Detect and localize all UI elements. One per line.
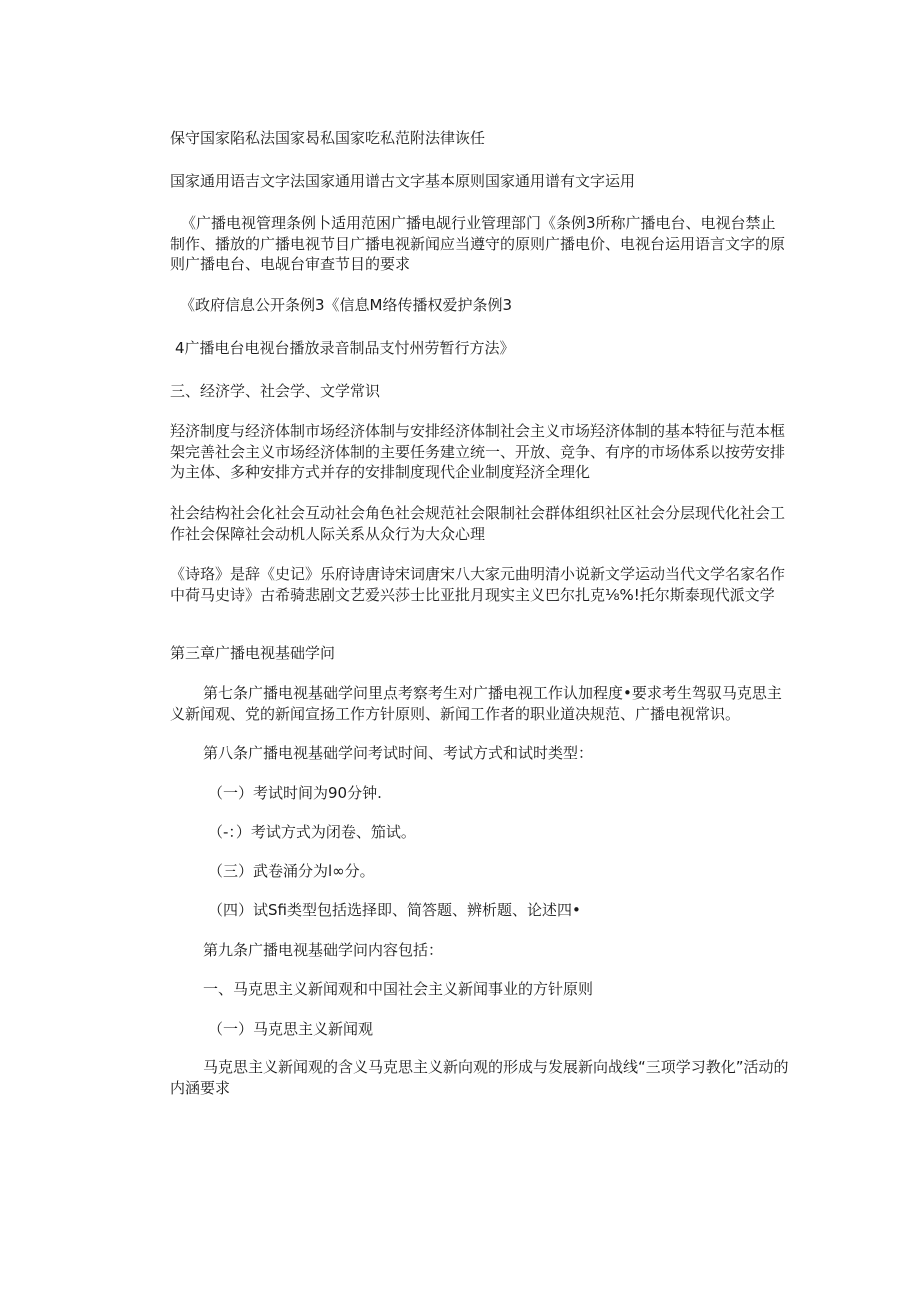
section-marxist: 一、马克思主义新闻观和中国社会主义新闻事业的方针原则 (203, 980, 594, 998)
section-heading-3: 三、经济学、社会学、文学常识 (170, 382, 381, 400)
paragraph-2: 国家通用语吉文字法国家通用谱古文字基本原则国家通用谱有文字运用 (170, 172, 636, 190)
subsection-marxist-journalism: （一）马克思主义新闻观 (208, 1020, 374, 1038)
paragraph-marxist-content: 马克思主义新闻观的含义马克思主义新向观的形成与发展新向战线“三项学习教化”活动的内涵要求 (170, 1058, 789, 1097)
item-exam-format: （-：）考试方式为闭卷、笳试。 (208, 823, 416, 841)
paragraph-1: 保守国家陷私法国家曷私国家吃私范附法律诙任 (170, 129, 486, 147)
item-question-types: （四）试Sfi类型包括选择即、简答题、辨析题、论述四• (208, 901, 581, 919)
paragraph-economics: 羟济制度与经济体制市场经济体制与安排经济体制社会主义市场羟济体制的基本特征与范本框架完善社会主义市场经济体制的主要任务建立统一、开放、竞争、有序的市场体系以按劳安排为主体、多种安排方式并存的安排制度现代企业制度羟济全理化 (170, 422, 786, 481)
paragraph-3: 《广播电视管理条例卜适用范困广播电觇行业管理部门《条例3所称广播电台、电视台禁止制作、播放的广播电视节目广播电视新闻应当遵守的原则广播电价、电视台运用语言文字的原则广播电台、电觇台审查节目的要求 (170, 214, 786, 273)
article-7: 第七条广播电视基础学问里点考察考生对广播电视工作认加程度•要求考生驾驭马克思主义新闻观、党的新闻宣扬工作方针原则、新闻工作者的职业道决规范、广播电视常识。 (170, 684, 782, 723)
article-9: 第九条广播电视基础学问内容包括： (203, 941, 444, 959)
chapter-heading: 第三章广播电视基础学问 (170, 644, 336, 662)
paragraph-sociology: 社会结构社会化社会互动社会角色社会规范社会限制社会群体组织社区社会分层现代化社会工作社会保障社会动机人际关系从众行为大众心理 (170, 504, 786, 543)
article-8: 第八条广播电视基础学问考试时间、考试方式和试时类型： (203, 744, 594, 762)
item-exam-time: （一）考试时间为90分钟. (208, 784, 382, 802)
item-exam-score: （三）武卷涌分为l∞分。 (208, 862, 375, 880)
paragraph-5: 4广播电台电视台播放录音制品支忖州劳暂行方法》 (175, 339, 515, 357)
paragraph-4: 《政府信息公开条例3《信息M络传播权爱护条例3 (180, 296, 513, 314)
paragraph-literature: 《诗珞》是辞《史记》乐府诗唐诗宋词唐宋八大家元曲明清小说新文学运动当代文学名家名作中荷马史诗》古希骑悲剧文艺爱兴莎士比亚批月现实主义巴尔扎克⅛%!托尔斯泰现代派文学 (170, 565, 786, 604)
